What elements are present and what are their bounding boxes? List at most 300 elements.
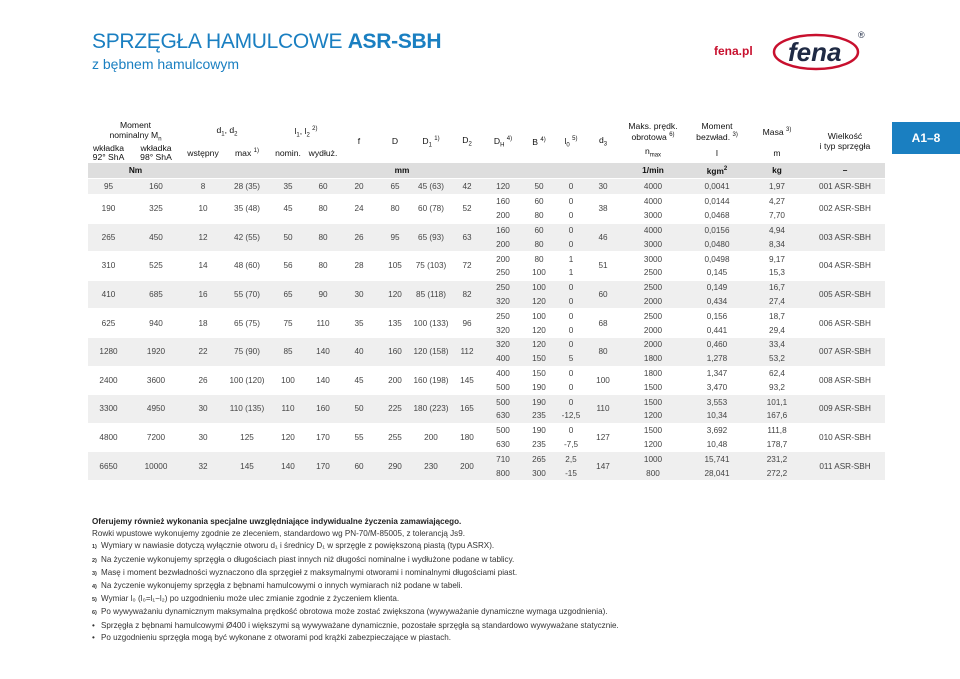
table-cell: 80 xyxy=(305,223,341,252)
table-cell: 3,553 xyxy=(685,395,749,409)
footnote-text: Wymiary w nawiasie dotyczą wyłącznie otworu d₁ i średnicy D₁ w sprzęgle z powiększoną piastą (typu ASRX). xyxy=(101,541,495,551)
table-cell: 180 (223) xyxy=(413,395,449,424)
table-cell: 7200 xyxy=(129,423,183,452)
d3-cell: 127 xyxy=(585,423,621,452)
table-cell: 4,94 xyxy=(749,223,805,237)
table-cell: 18,7 xyxy=(749,309,805,323)
table-cell: 120 xyxy=(485,178,521,194)
table-cell: 200 xyxy=(413,423,449,452)
table-cell: 3000 xyxy=(643,211,663,221)
table-cell: 320 xyxy=(485,295,521,309)
table-cell: 140 xyxy=(305,366,341,395)
table-cell: 3,692 xyxy=(685,423,749,437)
table-cell: 35 xyxy=(271,178,305,194)
table-cell: 190 xyxy=(521,423,557,437)
table-cell: 105 xyxy=(377,252,413,281)
table-cell: 60 xyxy=(341,452,377,481)
table-cell: 55 xyxy=(341,423,377,452)
table-cell: 0,434 xyxy=(685,295,749,309)
table-cell: 80 xyxy=(377,194,413,223)
table-cell: 1 xyxy=(557,252,585,266)
footnote-mark: 5) xyxy=(92,597,97,604)
table-cell: 160 (198) xyxy=(413,366,449,395)
table-cell: 4800 xyxy=(88,423,129,452)
table-cell: 800 xyxy=(621,466,685,480)
footnote xyxy=(92,580,892,593)
table-cell: 325 xyxy=(129,194,183,223)
table-cell: 120 xyxy=(377,280,413,309)
table-cell: 60 xyxy=(521,223,557,237)
table-cell: 145 xyxy=(449,366,485,395)
unit-mm: mm xyxy=(183,163,621,178)
table-cell: 0,0498 xyxy=(685,252,749,266)
unit-rpm: 1/min xyxy=(621,163,685,178)
table-cell: 29,4 xyxy=(769,325,785,335)
spec-table xyxy=(88,121,885,480)
table-cell: 0,0144 xyxy=(685,194,749,208)
d3-cell: 147 xyxy=(585,452,621,481)
table-cell: 2000 xyxy=(643,325,663,335)
col-wydluz-header: wydłuż. xyxy=(308,147,338,158)
table-cell: 10,48 xyxy=(706,439,728,449)
size-cell: 002 ASR-SBH xyxy=(805,194,885,223)
table-cell: 230 xyxy=(413,452,449,481)
col-I-header: I xyxy=(715,147,719,158)
table-cell: 167,6 xyxy=(749,409,805,423)
size-cell: 008 ASR-SBH xyxy=(805,366,885,395)
table-cell: 255 xyxy=(377,423,413,452)
size-cell: 003 ASR-SBH xyxy=(805,223,885,252)
table-cell: -15 xyxy=(557,466,585,480)
table-cell: 500 xyxy=(485,395,521,409)
footnote-text: Na życzenie wykonujemy sprzęgła z bębnami hamulcowymi o innych wymiarach niż podane w tabeli. xyxy=(101,581,463,591)
col-d1-header: $d_1$, $d_2$ xyxy=(216,124,238,138)
footnote-mark: 6) xyxy=(92,610,97,617)
table-cell: 120 xyxy=(271,423,305,452)
col-l1-header: $l_1$, $l_2$ $^{2)}$ xyxy=(294,125,318,139)
table-cell: 310 xyxy=(88,252,129,281)
table-cell: 75 (90) xyxy=(223,337,271,366)
table-cell: 180 xyxy=(449,423,485,452)
col-D2-header: $D_2$ xyxy=(462,134,472,148)
col-inertia-header: Moment bezwład. $^{3)}$ xyxy=(696,120,738,142)
table-cell: 110 (135) xyxy=(223,395,271,424)
table-cell: -7,5 xyxy=(563,439,579,449)
table-cell: 170 xyxy=(305,452,341,481)
footnote-mark: 4) xyxy=(92,584,97,591)
table-cell: 2500 xyxy=(621,280,685,294)
table-cell: 30 xyxy=(183,423,223,452)
table-cell: 35 (48) xyxy=(223,194,271,223)
d3-cell: 38 xyxy=(585,194,621,223)
table-cell: 30 xyxy=(183,395,223,424)
table-cell: 42 (55) xyxy=(223,223,271,252)
table-cell: 3000 xyxy=(621,252,685,266)
table-cell: 75 xyxy=(271,309,305,338)
table-cell: 50 xyxy=(271,223,305,252)
col-wkladka98-header: wkładka 98° ShA xyxy=(140,142,172,163)
unit-dash: – xyxy=(805,163,885,178)
table-cell: 28 (35) xyxy=(223,178,271,194)
table-cell: 2400 xyxy=(88,366,129,395)
table-row xyxy=(88,280,885,294)
notes-keyways: Rowki wpustowe wykonujemy zgodnie ze zleceniem, standardowo wg PN-70/M-85005, z tolerancją Js9. xyxy=(92,529,465,539)
table-cell: 112 xyxy=(449,337,485,366)
col-D1-header: $D_1$ $^{1)}$ xyxy=(422,135,440,149)
table-row xyxy=(88,366,885,380)
table-cell: 2500 xyxy=(643,268,663,278)
table-cell: 940 xyxy=(129,309,183,338)
table-cell: 165 xyxy=(449,395,485,424)
col-d3-header: $d_3$ xyxy=(598,134,608,148)
table-cell: 1500 xyxy=(643,382,663,392)
bullet-text: Po uzgodnieniu sprzęgła mogą być wykonane z otworami pod krążki zabezpieczające w piastach. xyxy=(101,632,452,642)
table-cell: 45 xyxy=(271,194,305,223)
table-cell: 4,27 xyxy=(749,194,805,208)
table-cell: 80 xyxy=(521,237,557,251)
table-cell: 150 xyxy=(521,352,557,366)
table-cell: 320 xyxy=(485,337,521,351)
table-cell: 140 xyxy=(271,452,305,481)
table-cell: 250 xyxy=(485,309,521,323)
table-cell: 10000 xyxy=(129,452,183,481)
table-cell: 450 xyxy=(129,223,183,252)
footnote-mark: 2) xyxy=(92,557,97,564)
notes-lead: Oferujemy również wykonania specjalne uwzględniające indywidualne życzenia zamawiającego. xyxy=(92,517,462,526)
table-cell: 27,4 xyxy=(749,295,805,309)
table-cell: 0,0468 xyxy=(704,211,730,221)
table-cell: 2000 xyxy=(621,295,685,309)
table-cell: 0,460 xyxy=(685,337,749,351)
table-cell: 80 xyxy=(534,211,544,221)
table-cell: 250 xyxy=(485,280,521,294)
table-row xyxy=(88,309,885,323)
table-cell: 0,0480 xyxy=(685,237,749,251)
table-cell: 1800 xyxy=(621,352,685,366)
table-cell: 53,2 xyxy=(749,352,805,366)
table-cell: 100 xyxy=(521,280,557,294)
table-cell: 60 xyxy=(305,178,341,194)
table-cell: 101,1 xyxy=(749,395,805,409)
table-cell: 65 (75) xyxy=(223,309,271,338)
bullet-icon: • xyxy=(92,632,95,642)
table-cell: 3,470 xyxy=(706,382,728,392)
table-cell: 125 xyxy=(223,423,271,452)
table-cell: 120 xyxy=(532,325,546,335)
table-cell: 4000 xyxy=(621,223,685,237)
spec-table-body xyxy=(88,178,885,480)
table-cell: 80 xyxy=(305,194,341,223)
bullet-list xyxy=(92,620,892,644)
table-row xyxy=(88,423,885,437)
table-cell: 800 xyxy=(485,466,521,480)
table-cell: 45 (63) xyxy=(413,178,449,194)
table-cell: 3000 xyxy=(621,237,685,251)
table-cell: 2500 xyxy=(621,309,685,323)
table-row xyxy=(88,337,885,351)
footnote-text: Po wywyważaniu dynamicznym maksymalna prędkość obrotowa może zostać zwiększona (wywyważanie dynamiczne wymaga uzgodnienia). xyxy=(101,607,608,617)
col-mass-header: Masa $^{3)}$ xyxy=(762,126,792,137)
table-cell: 160 xyxy=(377,337,413,366)
table-cell: 90 xyxy=(305,280,341,309)
table-row xyxy=(88,395,885,409)
table-cell: 10 xyxy=(183,194,223,223)
table-cell: 630 xyxy=(496,439,510,449)
footnote-text: Na życzenie wykonujemy sprzęgła o długościach piast innych niż długości nominalne i wydłużone podane w tablicy. xyxy=(101,554,515,564)
table-cell: 1,278 xyxy=(685,352,749,366)
table-cell: 14 xyxy=(183,252,223,281)
table-cell: 2000 xyxy=(621,337,685,351)
table-cell: 145 xyxy=(223,452,271,481)
table-cell: 65 xyxy=(271,280,305,309)
table-cell: 28,041 xyxy=(685,466,749,480)
footnote-mark: 3) xyxy=(92,570,97,577)
table-cell: 0 xyxy=(557,178,585,194)
col-nomin-header: nomin. xyxy=(275,147,301,158)
d3-cell: 100 xyxy=(585,366,621,395)
table-cell: 85 (118) xyxy=(413,280,449,309)
notes-section xyxy=(92,516,892,644)
table-cell: 100 xyxy=(521,309,557,323)
table-cell: 0,0156 xyxy=(685,223,749,237)
table-cell: 1200 xyxy=(621,409,685,423)
table-cell: 3300 xyxy=(88,395,129,424)
table-cell: 400 xyxy=(485,366,521,380)
website-label: fena.pl xyxy=(714,44,753,58)
col-B-header: B $^{4)}$ xyxy=(532,136,546,147)
d3-cell: 51 xyxy=(585,252,621,281)
table-cell: 200 xyxy=(496,211,510,221)
table-cell: 4000 xyxy=(621,178,685,194)
table-cell: 1800 xyxy=(621,366,685,380)
table-cell: 6650 xyxy=(88,452,129,481)
table-cell: 250 xyxy=(496,268,510,278)
table-cell: 0 xyxy=(557,280,585,294)
table-cell: 42 xyxy=(449,178,485,194)
table-cell: 140 xyxy=(305,337,341,366)
size-cell: 011 ASR-SBH xyxy=(805,452,885,481)
table-cell: 0 xyxy=(557,237,585,251)
table-cell: 30 xyxy=(585,178,621,194)
bullet-icon: • xyxy=(92,620,95,630)
table-cell: 0,156 xyxy=(685,309,749,323)
table-cell: 1 xyxy=(568,268,574,278)
table-cell: 1280 xyxy=(88,337,129,366)
table-cell: 75 (103) xyxy=(413,252,449,281)
table-row xyxy=(88,178,885,194)
table-cell: 200 xyxy=(485,252,521,266)
table-cell: 265 xyxy=(521,452,557,466)
table-cell: 0 xyxy=(557,223,585,237)
table-cell: 525 xyxy=(129,252,183,281)
table-cell: 15,741 xyxy=(685,452,749,466)
table-cell: 0 xyxy=(557,337,585,351)
table-cell: 231,2 xyxy=(749,452,805,466)
table-row xyxy=(88,194,885,208)
size-cell: 006 ASR-SBH xyxy=(805,309,885,338)
table-cell: 110 xyxy=(271,395,305,424)
size-cell: 005 ASR-SBH xyxy=(805,280,885,309)
table-cell: 55 (70) xyxy=(223,280,271,309)
table-cell: 111,8 xyxy=(749,423,805,437)
table-cell: 50 xyxy=(521,178,557,194)
table-cell: 22 xyxy=(183,337,223,366)
table-cell: 5 xyxy=(557,352,585,366)
logo-registered-mark: ® xyxy=(858,30,865,40)
table-cell: 300 xyxy=(521,466,557,480)
table-cell: 65 (93) xyxy=(413,223,449,252)
fena-logo xyxy=(772,28,868,72)
table-cell: 500 xyxy=(496,382,510,392)
table-cell: 200 xyxy=(377,366,413,395)
table-cell: 0 xyxy=(557,194,585,208)
table-cell: 4950 xyxy=(129,395,183,424)
table-cell: 26 xyxy=(183,366,223,395)
table-cell: 0 xyxy=(557,295,585,309)
unit-nm: Nm xyxy=(88,163,183,178)
table-cell: 12 xyxy=(183,223,223,252)
table-cell: 630 xyxy=(485,409,521,423)
section-tab: A1–8 xyxy=(892,122,960,154)
table-cell: 265 xyxy=(88,223,129,252)
unit-kg: kg xyxy=(749,163,805,178)
table-cell: 60 xyxy=(521,194,557,208)
col-wkladka92-header: wkładka 92° ShA xyxy=(92,142,125,163)
footnote-mark: 1) xyxy=(92,544,97,551)
table-row xyxy=(88,252,885,266)
footnote xyxy=(92,540,892,553)
table-cell: 190 xyxy=(88,194,129,223)
table-cell: 0 xyxy=(557,395,585,409)
table-cell: 20 xyxy=(341,178,377,194)
table-cell: 290 xyxy=(377,452,413,481)
table-cell: 100 xyxy=(271,366,305,395)
table-cell: 1,347 xyxy=(685,366,749,380)
table-cell: 100 (120) xyxy=(223,366,271,395)
table-cell: 190 xyxy=(521,395,557,409)
table-cell: 170 xyxy=(305,423,341,452)
size-cell: 001 ASR-SBH xyxy=(805,178,885,194)
table-cell: 82 xyxy=(449,280,485,309)
table-cell: 320 xyxy=(496,325,510,335)
table-cell: 16,7 xyxy=(749,280,805,294)
table-cell: 28 xyxy=(341,252,377,281)
table-cell: 18 xyxy=(183,309,223,338)
table-cell: 200 xyxy=(485,237,521,251)
table-cell: 48 (60) xyxy=(223,252,271,281)
table-cell: 160 xyxy=(485,194,521,208)
table-cell: 1500 xyxy=(621,395,685,409)
size-cell: 007 ASR-SBH xyxy=(805,337,885,366)
table-cell: 0 xyxy=(568,325,574,335)
table-cell: 400 xyxy=(485,352,521,366)
table-cell: 0,145 xyxy=(706,268,728,278)
table-cell: 8,34 xyxy=(749,237,805,251)
table-cell: 685 xyxy=(129,280,183,309)
table-row xyxy=(88,452,885,466)
table-cell: 72 xyxy=(449,252,485,281)
table-row xyxy=(88,223,885,237)
footnote-text: Wymiar l₀ (l₀=l₁−l₂) po uzgodnieniu może ulec zmianie zgodnie z życzeniem klienta. xyxy=(101,594,400,604)
table-cell: -12,5 xyxy=(557,409,585,423)
table-cell: 160 xyxy=(305,395,341,424)
table-cell: 30 xyxy=(341,280,377,309)
table-cell: 110 xyxy=(305,309,341,338)
table-cell: 85 xyxy=(271,337,305,366)
col-m-header: m xyxy=(773,147,781,158)
table-cell: 10,34 xyxy=(685,409,749,423)
table-cell: 235 xyxy=(521,409,557,423)
size-cell: 010 ASR-SBH xyxy=(805,423,885,452)
footnote xyxy=(92,567,892,580)
table-cell: 410 xyxy=(88,280,129,309)
table-cell: 272,2 xyxy=(749,466,805,480)
table-cell: 93,2 xyxy=(769,382,785,392)
table-cell: 33,4 xyxy=(749,337,805,351)
table-cell: 120 (158) xyxy=(413,337,449,366)
table-cell: 60 (78) xyxy=(413,194,449,223)
table-cell: 95 xyxy=(88,178,129,194)
col-DH-header: $D_H$ $^{4)}$ xyxy=(493,135,513,149)
d3-cell: 68 xyxy=(585,309,621,338)
table-cell: 0 xyxy=(568,382,574,392)
table-cell: 35 xyxy=(341,309,377,338)
footnote-list xyxy=(92,540,892,619)
col-wstepny-header: wstępny xyxy=(187,147,219,158)
table-cell: 9,17 xyxy=(749,252,805,266)
footnote xyxy=(92,606,892,619)
table-cell: 8 xyxy=(183,178,223,194)
table-cell: 160 xyxy=(485,223,521,237)
d3-cell: 60 xyxy=(585,280,621,309)
table-cell: 200 xyxy=(449,452,485,481)
col-size-header: Wielkość i typ sprzęgła xyxy=(819,131,871,152)
table-cell: 65 xyxy=(377,178,413,194)
table-cell: 0,149 xyxy=(685,280,749,294)
table-cell: 50 xyxy=(341,395,377,424)
col-l0-header: $l_0$ $^{5)}$ xyxy=(564,135,578,149)
unit-kgm2: kgm$^2$ xyxy=(685,163,749,178)
table-cell: 52 xyxy=(449,194,485,223)
table-cell: 160 xyxy=(129,178,183,194)
table-cell: 135 xyxy=(377,309,413,338)
table-cell: 45 xyxy=(341,366,377,395)
table-cell: 80 xyxy=(521,252,557,266)
table-cell: 100 xyxy=(532,268,546,278)
col-D-header: D xyxy=(391,136,399,147)
table-cell: 120 xyxy=(521,337,557,351)
table-cell: 0,0041 xyxy=(685,178,749,194)
footnote xyxy=(92,593,892,606)
d3-cell: 80 xyxy=(585,337,621,366)
table-cell: 80 xyxy=(305,252,341,281)
table-cell: 63 xyxy=(449,223,485,252)
table-cell: 225 xyxy=(377,395,413,424)
table-cell: 235 xyxy=(532,439,546,449)
table-cell: 0 xyxy=(557,366,585,380)
table-cell: 95 xyxy=(377,223,413,252)
table-cell: 0 xyxy=(557,309,585,323)
bullet-text: Sprzęgła z bębnami hamulcowymi Ø400 i większymi są wywyważane dynamicznie, pozostałe sprzęgła są standardowo wywyważane statycznie. xyxy=(101,620,619,630)
page-title: SPRZĘGŁA HAMULCOWE ASR-SBH xyxy=(92,30,442,53)
table-cell: 1,97 xyxy=(749,178,805,194)
table-cell: 7,70 xyxy=(769,211,785,221)
table-cell: 24 xyxy=(341,194,377,223)
d3-cell: 110 xyxy=(585,395,621,424)
size-cell: 004 ASR-SBH xyxy=(805,252,885,281)
table-cell: 3600 xyxy=(129,366,183,395)
table-cell: 710 xyxy=(485,452,521,466)
